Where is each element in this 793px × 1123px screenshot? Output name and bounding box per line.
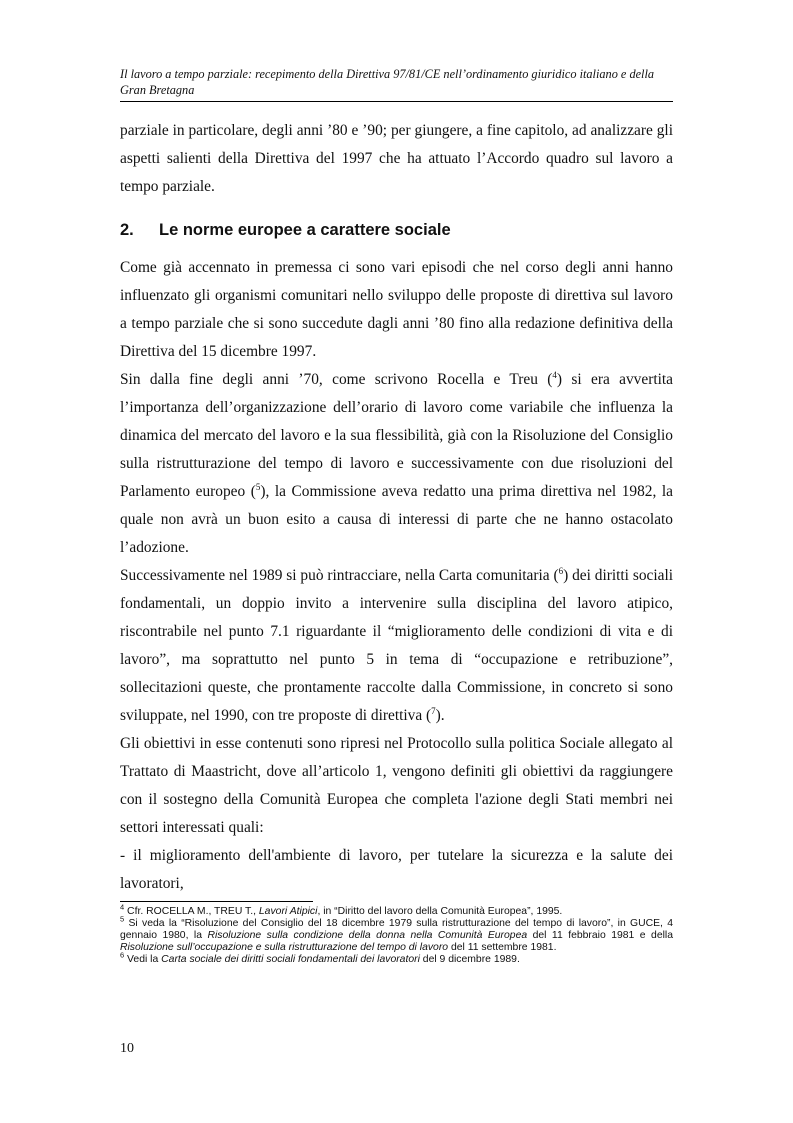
footnote-4-italic: Lavori Atipici [258,906,318,917]
footnote-5-number: 5 [120,914,125,924]
paragraph-5: - il miglioramento dell'ambiente di lavoro, per tutelare la sicurezza e la salute dei lavoratori, [120,847,673,892]
footnote-4-text-b: , in “Diritto del lavoro della Comunità Europea”, 1995. [317,906,563,917]
footnote-6-text-a: Vedi la [124,954,162,965]
paragraph-2-text-c: ), la Commissione aveva redatto una prima direttiva nel 1982, la quale non avrà un buon esito a causa di interessi di parte che ne hanno ostacolato l’adozione. [120,483,673,556]
footnotes [120,902,674,966]
paragraph-3 [120,562,673,730]
paragraph-3-text-c: ). [435,707,445,724]
section-body [120,254,673,898]
paragraph-3-text-a: Successivamente nel 1989 si può rintracciare, nella Carta comunitaria ( [120,567,559,584]
paragraph-1: Come già accennato in premessa ci sono vari episodi che nel corso degli anni hanno influenzato gli organismi comunitari nello sviluppo delle proposte di direttiva sul lavoro a tempo parziale che si sono succedute dagli anni ’80 fino alla redazione definitiva della Direttiva del 15 dicembre 1997. [120,259,673,360]
paragraph-2-text-a: Sin dalla fine degli anni ’70, come scrivono Rocella e Treu ( [120,371,553,388]
running-header: Il lavoro a tempo parziale: recepimento della Direttiva 97/81/CE nell’ordinamento giuridico italiano e della Gran Bretagna [120,67,655,97]
footnote-ref-6: 6 [558,565,564,576]
footnote-5 [120,914,674,954]
paragraph-2 [120,366,673,562]
section-number: 2. [120,221,134,239]
page-number: 10 [120,1041,134,1056]
paragraph-3-text-b: ) dei diritti sociali fondamentali, un doppio invito a intervenire sulla disciplina del lavoro atipico, riscontrabile nel punto 7.1 riguardante il “miglioramento delle condizioni di vita e di lavoro”, ma soprattutto nel punto 5 in tema di “occupazione e retribuzione”, sollecitazioni queste, che prontamente raccolte dalla Commissione, in concreto si sono sviluppate, nel 1990, con tre proposte di direttiva ( [120,567,673,724]
footnote-ref-7: 7 [431,705,436,716]
paragraph-intro: parziale in particolare, degli anni ’80 e ’90; per giungere, a fine capitolo, ad analizzare gli aspetti salienti della Direttiva del 1997 che ha attuato l’Accordo quadro sul lavoro a tempo parziale. [120,122,673,195]
footnote-4-number: 4 [120,902,125,912]
footnote-4-text-a: Cfr. ROCELLA M., TREU T., [124,906,259,917]
footnote-6-number: 6 [120,950,125,960]
footnote-6-italic: Carta sociale dei diritti sociali fondamentali dei lavoratori [161,954,420,965]
header-divider [120,101,673,102]
footnote-divider [120,901,313,902]
footnote-5-italic-2: Risoluzione sull’occupazione e sulla ristrutturazione del tempo di lavoro [120,942,449,953]
footnote-5-text-c: del 11 settembre 1981. [448,942,557,953]
footnote-6-text-b: del 9 dicembre 1989. [419,954,520,965]
footnote-6 [120,950,673,966]
footnote-4 [120,902,673,918]
section-heading [120,218,673,242]
footnote-5-text-b: del 11 febbraio 1981 e della [527,930,674,941]
intro-paragraph [120,117,673,201]
footnote-ref-5: 5 [255,481,261,492]
section-title: Le norme europee a carattere sociale [159,221,451,239]
footnote-5-text-a: Si veda la “Risoluzione del Consiglio del 18 dicembre 1979 sulla ristrutturazione del tempo di lavoro”, in GUCE, 4 gennaio 1980, la [120,918,673,941]
paragraph-4: Gli obiettivi in esse contenuti sono ripresi nel Protocollo sulla politica Sociale allegato al Trattato di Maastricht, dove all’articolo 1, vengono definiti gli obiettivi da raggiungere con il sostegno della Comunità Europea che completa l'azione degli Stati membri nei settori interessati quali: [120,735,673,836]
footnote-ref-4: 4 [552,369,557,380]
paragraph-2-text-b: ) si era avvertita l’importanza dell’organizzazione dell’orario di lavoro come variabile che influenza la dinamica del mercato del lavoro e la sua flessibilità, già con la Risoluzione del Consiglio sulla ristrutturazione del tempo di lavoro e successivamente con due risoluzioni del Parlamento europeo ( [120,371,673,500]
footnote-5-italic-1: Risoluzione sulla condizione della donna nella Comunità Europea [207,930,528,941]
